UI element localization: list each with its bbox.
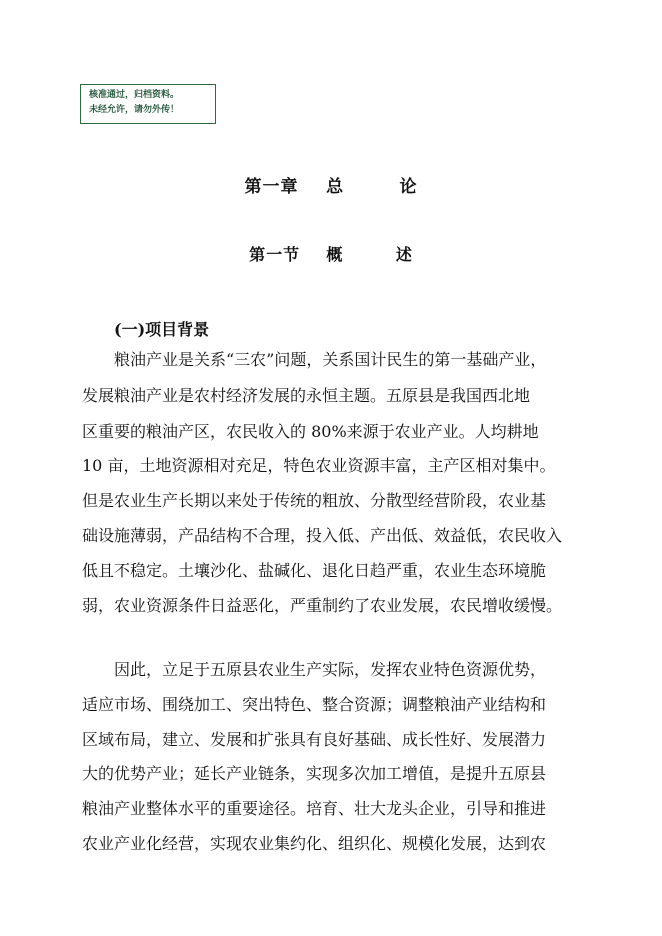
paragraph-line: 粮油产业整体水平的重要途径。培育、壮大龙头企业，引导和推进 (82, 799, 547, 818)
paragraph-line: 因此，立足于五原县农业生产实际，发挥农业特色资源优势， (82, 660, 547, 679)
paragraph-line: 农业产业化经营，实现农业集约化、组织化、规模化发展，达到农 (82, 834, 547, 853)
paragraph-line: 但是农业生产长期以来处于传统的粗放、分散型经营阶段，农业基 (82, 491, 547, 510)
paragraph-line: 发展粮油产业是农村经济发展的永恒主题。五原县是我国西北地 (82, 386, 531, 405)
paragraph-line: 弱，农业资源条件日益恶化，严重制约了农业发展，农民增收缓慢。 (82, 596, 563, 615)
paragraph-line: 粮油产业是关系“三农”问题，关系国计民生的第一基础产业， (82, 350, 547, 369)
subheading-project-background: (一)项目背景 (114, 320, 210, 339)
stamp-line-1: 核准通过，归档资料。 (89, 90, 180, 100)
chapter-title: 第一章 总 论 (244, 177, 418, 197)
section-title: 第一节 概 述 (249, 245, 413, 264)
paragraph-line: 区域布局，建立、发展和扩张具有良好基础、成长性好、发展潜力 (82, 730, 547, 749)
paragraph-line: 10 亩，土地资源相对充足，特色农业资源丰富，主产区相对集中。 (82, 456, 556, 475)
stamp-line-2: 未经允许，请勿外传！ (89, 105, 180, 115)
paragraph-line: 础设施薄弱，产品结构不合理，投入低、产出低、效益低，农民收入 (82, 526, 563, 545)
paragraph-line: 区重要的粮油产区，农民收入的 80%来源于农业产业。人均耕地 (82, 422, 539, 441)
paragraph-line: 大的优势产业；延长产业链条，实现多次加工增值，是提升五原县 (82, 764, 547, 783)
approval-stamp (80, 84, 216, 124)
paragraph-line: 低且不稳定。土壤沙化、盐碱化、退化日趋严重，农业生态环境脆 (82, 561, 547, 580)
paragraph-line: 适应市场、围绕加工、突出特色、整合资源；调整粮油产业结构和 (82, 695, 547, 714)
